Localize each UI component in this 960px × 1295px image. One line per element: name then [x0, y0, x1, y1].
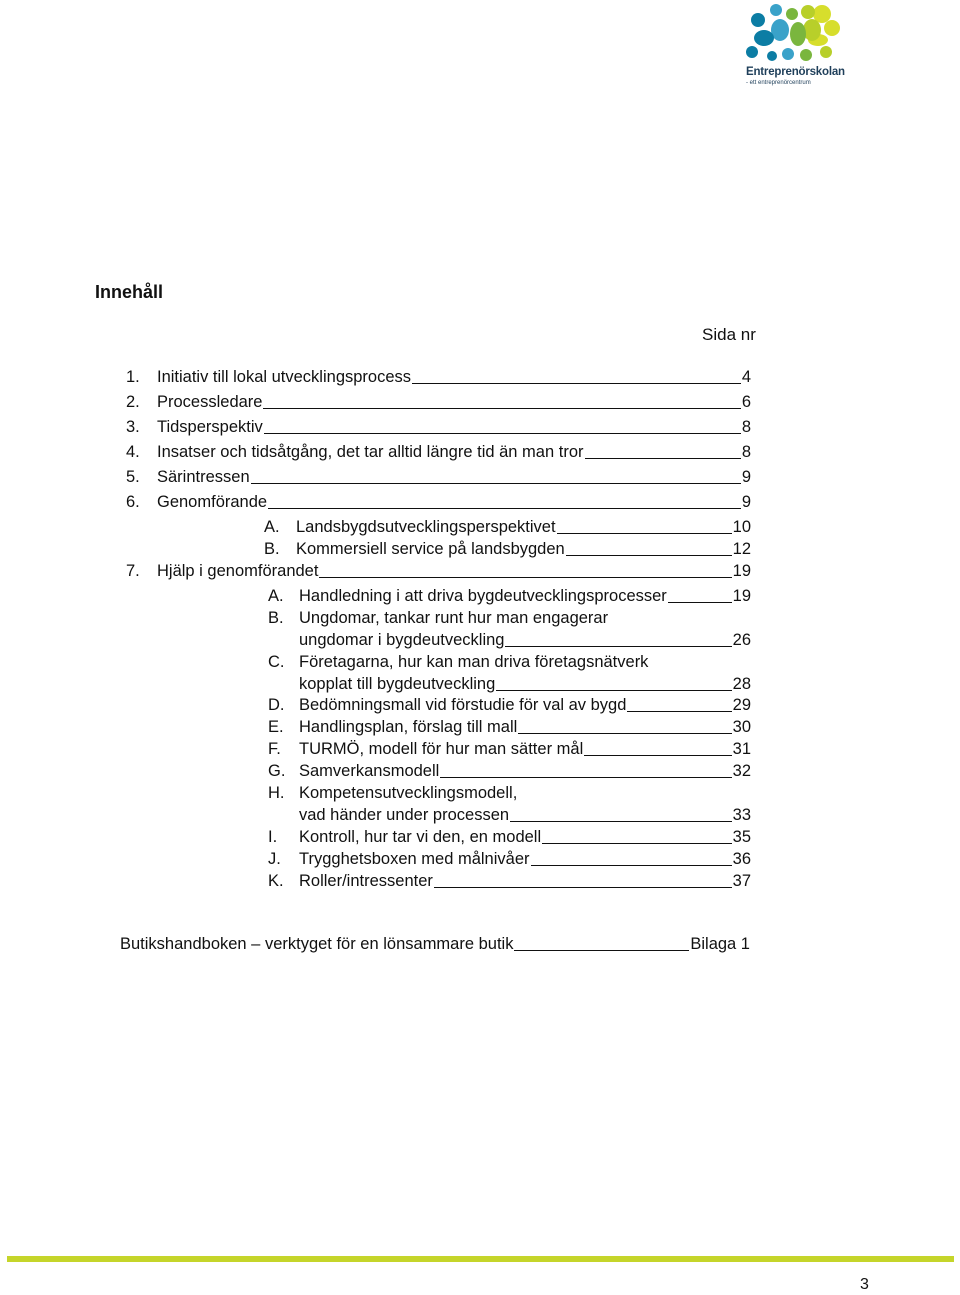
entry-page: 28 — [732, 675, 751, 693]
entry-title: Hjälp i genomförandet — [157, 562, 319, 580]
logo-name: Entreprenörskolan — [746, 66, 845, 78]
entry-number: B. — [264, 540, 280, 558]
entry-number: G. — [268, 762, 286, 780]
footer-bar — [7, 1256, 954, 1262]
entry-title: kopplat till bygdeutveckling — [299, 675, 496, 693]
toc-heading: Innehåll — [95, 282, 164, 302]
toc-entry-appendix[interactable] — [120, 934, 750, 956]
toc-entry[interactable] — [126, 561, 751, 583]
dot-leader — [440, 777, 731, 778]
dot-leader — [412, 383, 741, 384]
toc-entry[interactable] — [268, 871, 751, 893]
entry-page: 29 — [732, 696, 751, 714]
entry-number: 1. — [126, 368, 140, 386]
entry-number: 6. — [126, 493, 140, 511]
toc-entry[interactable] — [126, 467, 751, 489]
dot-leader — [264, 433, 741, 434]
entry-page: 35 — [732, 828, 751, 846]
entry-title: Landsbygdsutvecklingsperspektivet — [296, 518, 556, 536]
toc-entry[interactable] — [264, 539, 751, 561]
entry-number: K. — [268, 872, 284, 890]
entry-number: C. — [268, 653, 285, 671]
entry-title: Roller/intressenter — [299, 872, 433, 890]
entry-number: I. — [268, 828, 278, 846]
entry-number: F. — [268, 740, 281, 758]
toc-entry[interactable] — [268, 608, 751, 652]
dot-leader — [263, 408, 740, 409]
toc-entry[interactable] — [268, 761, 751, 783]
dot-leader — [496, 690, 731, 691]
toc-entry[interactable] — [268, 695, 751, 717]
entry-number: A. — [268, 587, 284, 605]
toc-entry[interactable] — [268, 739, 751, 761]
dot-leader — [542, 843, 732, 844]
entry-number: 3. — [126, 418, 140, 436]
entry-number: E. — [268, 718, 284, 736]
entry-page: 10 — [732, 518, 751, 536]
dot-leader — [319, 577, 731, 578]
entry-number: 7. — [126, 562, 140, 580]
entry-title: Handlingsplan, förslag till mall — [299, 718, 518, 736]
entry-number: 2. — [126, 393, 140, 411]
entry-title: Kontroll, hur tar vi den, en modell — [299, 828, 542, 846]
entry-page: 37 — [732, 872, 751, 890]
entry-number: B. — [268, 609, 284, 627]
toc-entry[interactable] — [126, 442, 751, 464]
entry-title-line1: Företagarna, hur kan man driva företagsnätverk — [299, 653, 649, 671]
page-column-label: Sida nr — [702, 325, 756, 344]
entry-title: Tidsperspektiv — [157, 418, 263, 436]
entry-page: 19 — [732, 562, 751, 580]
dot-leader — [531, 865, 732, 866]
logo-figures-icon — [740, 0, 850, 68]
dot-leader — [434, 887, 732, 888]
entry-title: Handledning i att driva bygdeutvecklingsprocesser — [299, 587, 667, 605]
entry-page: 8 — [741, 443, 751, 461]
dot-leader — [627, 711, 731, 712]
entry-title: TURMÖ, modell för hur man sätter mål — [299, 740, 584, 758]
page-number: 3 — [860, 1276, 869, 1293]
entry-title: Särintressen — [157, 468, 250, 486]
entry-title-line1: Kompetensutvecklingsmodell, — [299, 784, 518, 802]
toc-entry[interactable] — [126, 392, 751, 414]
entry-page: 4 — [741, 368, 751, 386]
toc-entry[interactable] — [268, 586, 751, 608]
entry-title: vad händer under processen — [299, 806, 510, 824]
toc-entry[interactable] — [268, 783, 751, 827]
entry-page: 12 — [732, 540, 751, 558]
entry-page: 30 — [732, 718, 751, 736]
entry-title: Trygghetsboxen med målnivåer — [299, 850, 530, 868]
dot-leader — [510, 821, 732, 822]
appendix-page: Bilaga 1 — [690, 935, 750, 953]
entry-page: 26 — [732, 631, 751, 649]
entry-number: 4. — [126, 443, 140, 461]
toc-entry[interactable] — [126, 417, 751, 439]
dot-leader — [514, 950, 689, 951]
dot-leader — [557, 533, 732, 534]
entry-title: Kommersiell service på landsbygden — [296, 540, 565, 558]
dot-leader — [668, 602, 732, 603]
toc-entry[interactable] — [268, 717, 751, 739]
entry-page: 36 — [732, 850, 751, 868]
toc-entry[interactable] — [268, 827, 751, 849]
entry-page: 32 — [732, 762, 751, 780]
toc-entry[interactable] — [268, 652, 751, 696]
dot-leader — [566, 555, 732, 556]
dot-leader — [251, 483, 741, 484]
entry-page: 8 — [741, 418, 751, 436]
entry-page: 31 — [732, 740, 751, 758]
entry-number: D. — [268, 696, 285, 714]
entry-page: 6 — [741, 393, 751, 411]
entry-page: 9 — [741, 493, 751, 511]
entry-page: 33 — [732, 806, 751, 824]
entry-title: Genomförande — [157, 493, 268, 511]
entry-number: H. — [268, 784, 285, 802]
logo-subtitle: - ett entreprenörcentrum — [746, 80, 811, 86]
entreprenorskolan-logo — [740, 0, 850, 92]
toc-entry[interactable] — [264, 517, 751, 539]
appendix-title: Butikshandboken – verktyget för en lönsammare butik — [120, 935, 514, 953]
entry-number: A. — [264, 518, 280, 536]
entry-page: 19 — [732, 587, 751, 605]
entry-number: 5. — [126, 468, 140, 486]
entry-title: Initiativ till lokal utvecklingsprocess — [157, 368, 412, 386]
entry-title: Bedömningsmall vid förstudie för val av bygd — [299, 696, 627, 714]
dot-leader — [518, 733, 731, 734]
entry-number: J. — [268, 850, 281, 868]
toc-entry[interactable] — [268, 849, 751, 871]
entry-title: Processledare — [157, 393, 263, 411]
dot-leader — [268, 508, 741, 509]
entry-title: ungdomar i bygdeutveckling — [299, 631, 505, 649]
toc-entry[interactable] — [126, 492, 751, 514]
entry-title: Insatser och tidsåtgång, det tar alltid längre tid än man tror — [157, 443, 584, 461]
dot-leader — [585, 458, 741, 459]
entry-page: 9 — [741, 468, 751, 486]
toc-entry[interactable] — [126, 367, 751, 389]
dot-leader — [505, 646, 731, 647]
entry-title: Samverkansmodell — [299, 762, 440, 780]
entry-title-line1: Ungdomar, tankar runt hur man engagerar — [299, 609, 609, 627]
dot-leader — [584, 755, 731, 756]
